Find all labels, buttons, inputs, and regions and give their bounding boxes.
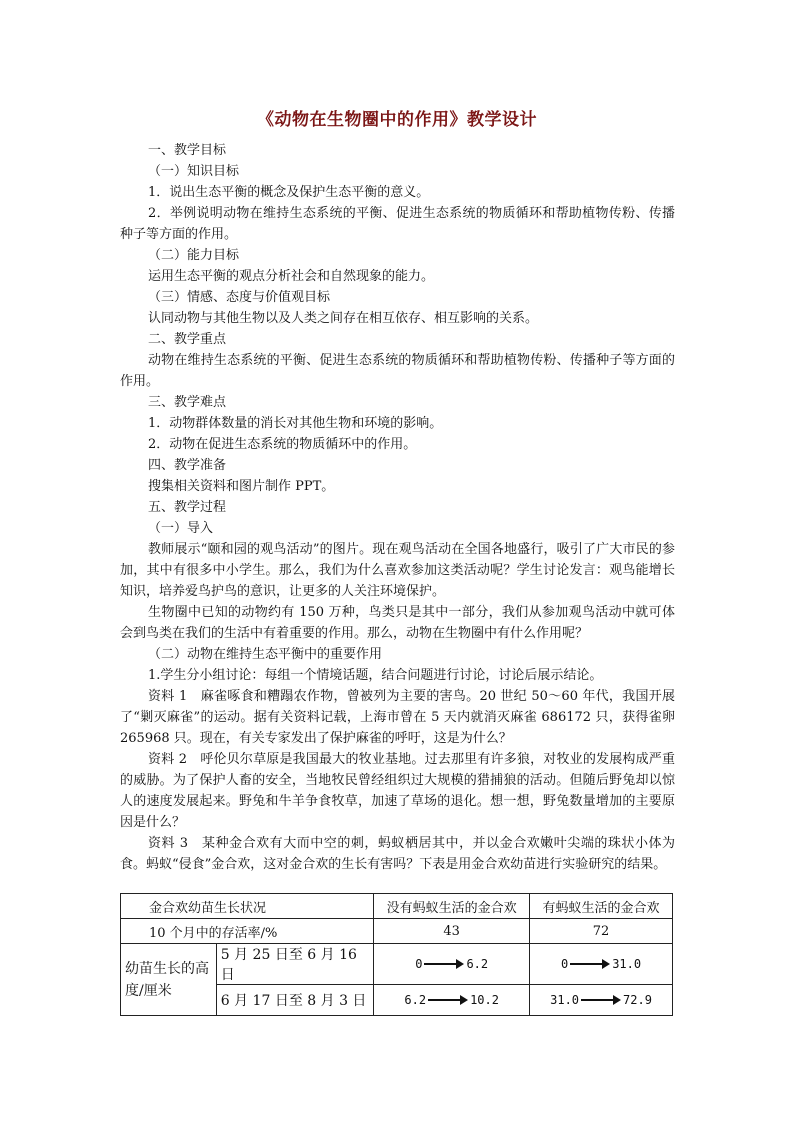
arrow-icon — [424, 959, 464, 969]
table-cell — [374, 944, 530, 985]
paragraph: 1．动物群体数量的消长对其他生物和环境的影响。 — [148, 416, 443, 431]
subsection-heading: （一）导入 — [148, 521, 214, 536]
value-to: 6.2 — [466, 957, 489, 971]
value-to: 31.0 — [612, 957, 642, 971]
table-cell — [530, 985, 673, 1016]
paragraph: 动物在维持生态系统的平衡、促进生态系统的物质循环和帮助植物传粉、传播种子等方面的作用。 — [120, 353, 675, 389]
subsection-heading: （三）情感、态度与价值观目标 — [148, 290, 331, 305]
table-period-cell: 5 月 25 日至 6 月 16 日 — [216, 944, 374, 985]
paragraph: 1．说出生态平衡的概念及保护生态平衡的意义。 — [148, 185, 430, 200]
table-header-cell: 有蚂蚁生活的金合欢 — [530, 894, 673, 919]
document-title: 《动物在生物圈中的作用》教学设计 — [257, 110, 537, 130]
subsection-heading: （二）动物在维持生态平衡中的重要作用 — [148, 647, 383, 662]
paragraph: 资料 3 某种金合欢有大而中空的刺，蚂蚁栖居其中，并以金合欢嫩叶尖端的珠状小体为食。蚂蚁“侵食”金合欢，这对金合欢的生长有害吗？下表是用金合欢幼苗进行实验研究的结果。 — [120, 836, 675, 872]
table-row — [121, 944, 673, 985]
table-header-cell: 金合欢幼苗生长状况 — [121, 894, 374, 919]
table-row-label: 10 个月中的存活率/% — [121, 919, 374, 944]
table-header-row — [121, 894, 673, 919]
section-heading: 五、教学过程 — [148, 500, 227, 515]
value-from: 6.2 — [404, 993, 427, 1007]
paragraph: 搜集相关资料和图片制作 PPT。 — [148, 479, 335, 494]
value-to: 10.2 — [470, 993, 499, 1007]
arrow-icon — [581, 995, 621, 1005]
section-heading: 四、教学准备 — [148, 458, 227, 473]
table-header-cell: 没有蚂蚁生活的金合欢 — [374, 894, 530, 919]
paragraph: 认同动物与其他生物以及人类之间存在相互依存、相互影响的关系。 — [148, 311, 539, 326]
paragraph: 生物圈中已知的动物约有 150 万种，鸟类只是其中一部分，我们从参加观鸟活动中就可体会到鸟类在我们的生活中有着重要的作用。那么，动物在生物圈中有什么作用呢？ — [120, 605, 675, 641]
value-from: 0 — [560, 957, 569, 971]
value-from: 0 — [415, 957, 423, 971]
paragraph: 教师展示“颐和园的观鸟活动”的图片。现在观鸟活动在全国各地盛行，吸引了广大市民的参加，其中有很多中小学生。那么，我们为什么喜欢参加这类活动呢？学生讨论发言：观鸟能增长知识，培养爱鸟护鸟的意识，让更多的人关注环境保护。 — [120, 542, 675, 599]
paragraph: 运用生态平衡的观点分析社会和自然现象的能力。 — [148, 269, 435, 284]
paragraph: 2．举例说明动物在维持生态系统的平衡、促进生态系统的物质循环和帮助植物传粉、传播种子等方面的作用。 — [120, 206, 675, 242]
section-heading: 一、教学目标 — [148, 143, 227, 158]
table-cell: 43 — [374, 919, 530, 944]
value-from: 31.0 — [550, 993, 580, 1007]
table-cell: 72 — [530, 919, 673, 944]
arrow-icon — [428, 995, 468, 1005]
table-cell — [530, 944, 673, 985]
subsection-heading: （一）知识目标 — [148, 164, 240, 179]
table-cell — [374, 985, 530, 1016]
table-row-label: 幼苗生长的高度/厘米 — [121, 944, 217, 1016]
section-heading: 三、教学难点 — [148, 395, 227, 410]
value-to: 72.9 — [623, 993, 652, 1007]
experiment-table — [120, 893, 673, 1016]
table-period-cell: 6 月 17 日至 8 月 3 日 — [216, 985, 374, 1016]
paragraph: 2．动物在促进生态系统的物质循环中的作用。 — [148, 437, 417, 452]
subsection-heading: （二）能力目标 — [148, 248, 240, 263]
paragraph: 资料 2 呼伦贝尔草原是我国最大的牧业基地。过去那里有许多狼，对牧业的发展构成严重的威胁。为了保护人畜的安全，当地牧民曾经组织过大规模的猎捕狼的活动。但随后野兔却以惊人的速度发展起来。野兔和牛羊争食牧草，加速了草场的退化。想一想，野兔数量增加的主要原因是什么？ — [120, 752, 675, 830]
section-heading: 二、教学重点 — [148, 332, 227, 347]
arrow-icon — [570, 959, 610, 969]
paragraph: 1.学生分小组讨论：每组一个情境话题，结合问题进行讨论，讨论后展示结论。 — [148, 668, 603, 683]
document-body — [120, 140, 675, 875]
paragraph: 资料 1 麻雀啄食和糟蹋农作物，曾被列为主要的害鸟。20 世纪 50～60 年代，我国开展了“剿灭麻雀”的运动。据有关资料记载，上海市曾在 5 天内就消灭麻雀 686172 只，获得雀卵 265968 只。现在，有关专家发出了保护麻雀的呼吁，这是为什么？ — [120, 689, 676, 746]
table-row — [121, 919, 673, 944]
